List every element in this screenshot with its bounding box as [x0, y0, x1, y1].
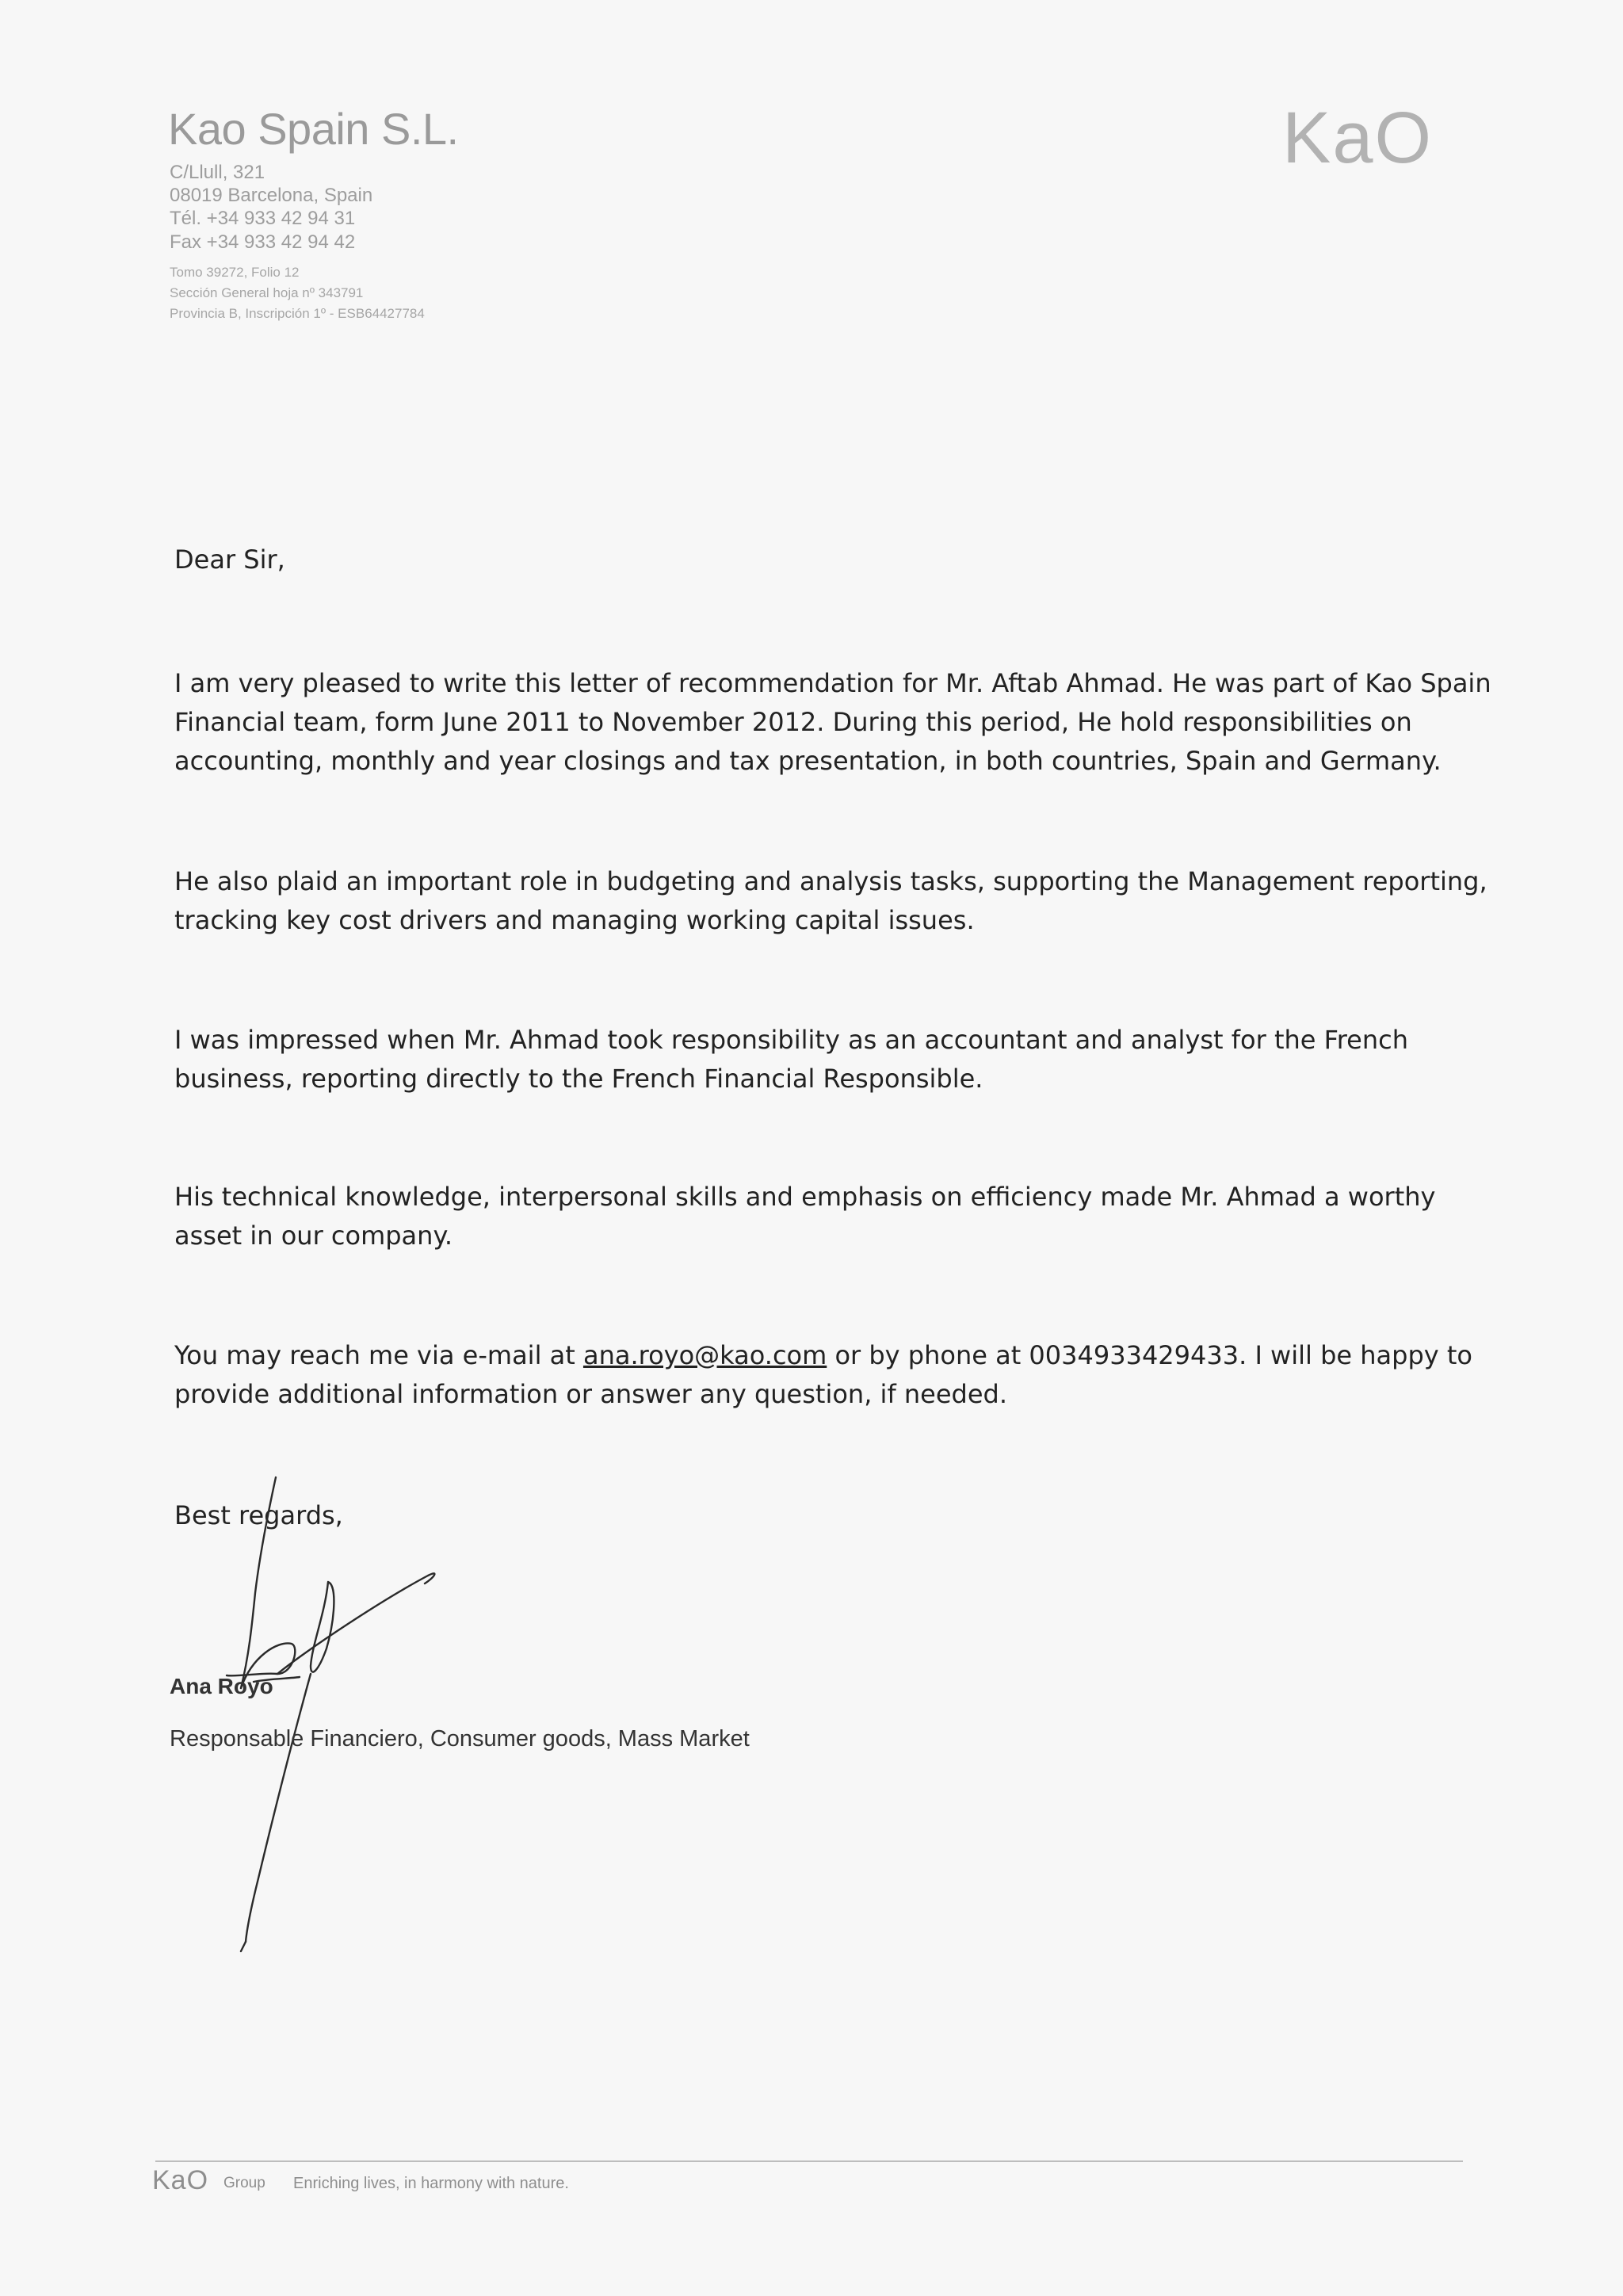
footer-divider	[155, 2160, 1463, 2162]
salutation-text: Dear Sir,	[174, 544, 285, 575]
paragraph-1	[174, 664, 1491, 781]
registry-line-1: Tomo 39272, Folio 12	[170, 265, 300, 280]
contact-phone-text: or by phone at 0034933429433. I will be happy to	[827, 1340, 1472, 1370]
handwritten-signature	[158, 1466, 539, 1958]
paragraph-4-line-2: asset in our company.	[174, 1221, 453, 1251]
paragraph-2	[174, 862, 1487, 940]
company-name: Kao Spain S.L.	[168, 104, 459, 154]
signer-name: Ana Royo	[170, 1674, 273, 1698]
paragraph-5	[174, 1336, 1474, 1414]
email-link[interactable]: ana.royo@kao.com	[582, 1340, 827, 1370]
footer-slogan: Enriching lives, in harmony with nature.	[293, 2175, 569, 2192]
signer-title: Responsable Financiero, Consumer goods, Mass Market	[170, 1726, 750, 1752]
fax-number: Fax +34 933 42 94 42	[170, 231, 356, 253]
registry-line-2: Sección General hoja nº 343791	[170, 285, 364, 300]
address-city: 08019 Barcelona, Spain	[170, 185, 373, 206]
closing-text: Best regards,	[174, 1500, 343, 1530]
paragraph-4	[174, 1178, 1474, 1255]
paragraph-1-line-1: I am very pleased to write this letter of recommendation for Mr. Aftab Ahmad. He was part of Kao Spain	[174, 668, 1491, 698]
paragraph-3-line-1: I was impressed when Mr. Ahmad took responsibility as an accountant and analyst for the French	[174, 1025, 1408, 1055]
paragraph-3	[174, 1021, 1474, 1098]
paragraph-4-line-1: His technical knowledge, interpersonal skills and emphasis on efficiency made Mr. Ahmad a worthy	[174, 1182, 1436, 1212]
contact-intro: You may reach me via e-mail at	[174, 1340, 583, 1370]
paragraph-1-line-2: Financial team, form June 2011 to November 2012. During this period, He hold responsibilities on	[174, 707, 1412, 737]
salutation	[174, 541, 1474, 579]
footer-group-label: Group	[223, 2175, 265, 2191]
phone-number: Tél. +34 933 42 94 31	[170, 208, 356, 229]
paragraph-1-line-3: accounting, monthly and year closings and tax presentation, in both countries, Spain and Germany.	[174, 746, 1442, 776]
address-street: C/Llull, 321	[170, 162, 265, 183]
footer-kao-logo: KaO	[152, 2165, 209, 2195]
paragraph-2-line-2: tracking key cost drivers and managing working capital issues.	[174, 905, 975, 935]
registry-line-3: Provincia B, Inscripción 1º - ESB64427784	[170, 306, 425, 321]
paragraph-2-line-1: He also plaid an important role in budgeting and analysis tasks, supporting the Management reporting,	[174, 866, 1487, 896]
paragraph-5-line-1	[174, 1336, 1474, 1375]
kao-logo: KaO	[1282, 97, 1434, 178]
paragraph-5-line-2: provide additional information or answer any question, if needed.	[174, 1379, 1008, 1409]
paragraph-3-line-2: business, reporting directly to the French Financial Responsible.	[174, 1064, 983, 1094]
